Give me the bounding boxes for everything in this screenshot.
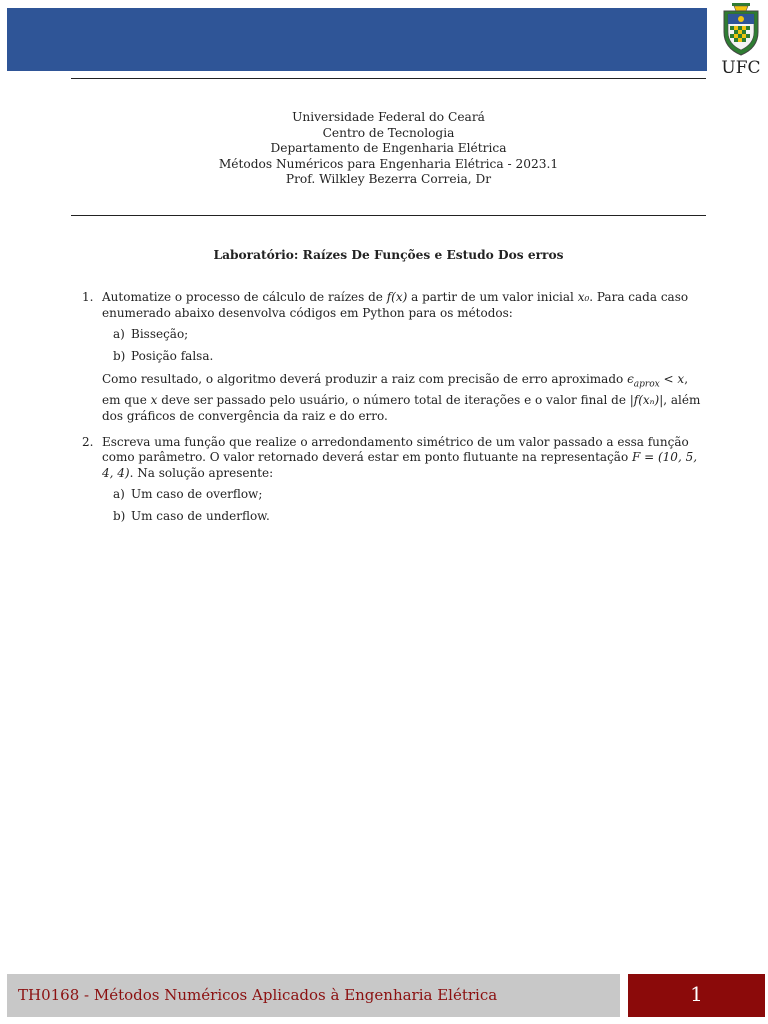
- question-text-part: . Na solução apresente:: [129, 465, 274, 480]
- list-item-number: b): [113, 508, 126, 523]
- list-item: [102, 327, 708, 343]
- list-item-number: a): [113, 327, 125, 342]
- question-2: [82, 435, 708, 525]
- paragraph-text-part: Como resultado, o algoritmo deverá produzir a raiz com precisão de erro aproximado: [102, 372, 628, 387]
- list-item-label: Um caso de overflow;: [131, 487, 263, 502]
- institution-line: Prof. Wilkley Bezerra Correia, Dr: [285, 172, 492, 186]
- math-expression: x₀: [577, 290, 590, 304]
- math-expression: f(x): [386, 290, 408, 304]
- list-item-label: Bisseção;: [131, 327, 189, 342]
- ufc-coat-of-arms-icon: [714, 2, 768, 58]
- question-number: 2.: [82, 434, 94, 449]
- list-item-label: Posição falsa.: [131, 348, 214, 363]
- footer-course-title: TH0168 - Métodos Numéricos Aplicados à Engenharia Elétrica: [18, 986, 498, 1004]
- paragraph-text-part: , além dos gráficos de convergência da raiz e do erro.: [102, 393, 701, 423]
- top-rule: [71, 78, 706, 79]
- institution-line: Universidade Federal do Ceará: [292, 110, 485, 124]
- math-subscript: aprox: [633, 379, 660, 390]
- institution-line: Centro de Tecnologia: [322, 125, 455, 140]
- question-text-part: Automatize o processo de cálculo de raízes de: [102, 290, 387, 304]
- list-item-number: a): [113, 487, 125, 502]
- paragraph-text-part: deve ser passado pelo usuário, o número total de iterações e o valor final de: [157, 393, 630, 408]
- question-text-part: a partir de um valor inicial: [407, 290, 578, 304]
- question-text: [102, 290, 708, 321]
- question-number: 1.: [82, 290, 94, 304]
- footer-page-box: [628, 974, 765, 1017]
- question-text-part: . Para cada caso enumerado abaixo desenvolva códigos em Python para os métodos:: [102, 290, 689, 320]
- list-item: [102, 487, 708, 503]
- ufc-logo: [714, 2, 768, 80]
- math-expression: ϵ: [627, 372, 634, 387]
- question-text-part: Escreva uma função que realize o arredondamento simétrico de um valor passado a essa função como parâmetro. O valor retornado deverá estar em ponto flutuante na representação: [102, 434, 689, 465]
- question-text: [102, 435, 708, 482]
- header-band: [7, 8, 707, 71]
- question-list: [82, 290, 708, 535]
- math-expression: |f(xₙ)|: [629, 393, 664, 408]
- math-expression: F = (10, 5, 4, 4): [102, 450, 698, 480]
- bottom-rule: [71, 215, 706, 216]
- math-expression: x: [150, 393, 158, 408]
- list-item-label: Um caso de underflow.: [131, 508, 270, 523]
- list-item: [102, 509, 708, 525]
- footer-course-bar: [7, 974, 620, 1017]
- result-paragraph: [102, 372, 708, 424]
- ufc-logo-text: UFC: [721, 58, 761, 78]
- lab-title: Laboratório: Raízes De Funções e Estudo Dos erros: [213, 248, 564, 262]
- paragraph-text-part: , em que: [102, 372, 689, 408]
- math-expression: < x: [659, 372, 685, 387]
- page-number: 1: [690, 982, 703, 1006]
- list-item-number: b): [113, 348, 126, 363]
- institution-line: Métodos Numéricos para Engenharia Elétrica - 2023.1: [218, 156, 559, 171]
- institution-line: Departamento de Engenharia Elétrica: [270, 141, 507, 155]
- institution-block: [71, 110, 706, 188]
- list-item: [102, 349, 708, 365]
- question-1: [82, 290, 708, 425]
